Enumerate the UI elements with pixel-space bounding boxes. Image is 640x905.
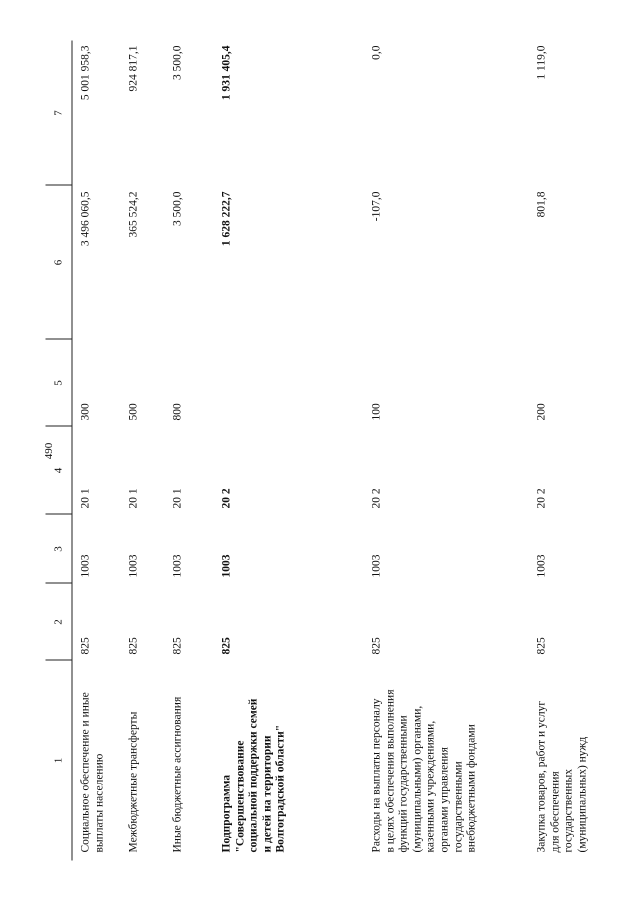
cell-c5: 300 <box>79 402 91 420</box>
row-name-line: выплаты населению <box>92 753 105 852</box>
column-header-5: 5 <box>52 379 64 386</box>
cell-c3: 1003 <box>220 554 232 577</box>
row-name-line: органами управления <box>437 746 450 852</box>
column-header-4: 4 <box>52 467 64 473</box>
page-number: 490 <box>43 442 55 460</box>
column-header-2: 2 <box>52 618 64 625</box>
row-name-line: Иные бюджетные ассигнования <box>171 696 183 852</box>
cell-c6: 3 496 060,5 <box>79 191 91 246</box>
row-name-line: для обеспечения <box>548 770 561 852</box>
cell-c4: 20 1 <box>127 487 139 508</box>
cell-c7: 1 119,0 <box>535 45 547 80</box>
row-name-line: казенными учреждениями, <box>424 720 437 852</box>
cell-c2: 825 <box>171 636 183 654</box>
column-header-3: 3 <box>52 545 64 552</box>
budget-table <box>45 40 590 860</box>
cell-c4: 20 1 <box>171 487 183 508</box>
cell-c3: 1003 <box>535 554 547 577</box>
row-name-line: и детей на территории <box>260 735 273 852</box>
cell-c2: 825 <box>370 636 382 654</box>
cell-c3: 1003 <box>171 554 183 577</box>
row-name-line: в целях обеспечения выполнения <box>383 689 396 852</box>
row-name-line: Подпрограмма <box>220 774 232 852</box>
row-name <box>79 692 106 852</box>
row-name-line: Закупка товаров, работ и услуг <box>535 700 547 852</box>
cell-c7: 0,0 <box>370 45 382 60</box>
row-name-line: Волгоградской области" <box>274 724 287 852</box>
row-name <box>127 711 141 852</box>
cell-c3: 1003 <box>79 554 91 577</box>
cell-c4: 20 2 <box>535 487 547 508</box>
row-name-line: Социальное обеспечение и иные <box>79 691 91 852</box>
row-name-line: "Совершенствование <box>233 740 246 852</box>
column-header-7: 7 <box>52 109 64 116</box>
row-name-line: (муниципальных) нужд <box>575 736 588 852</box>
cell-c6: -107,0 <box>370 191 382 221</box>
cell-c6: 365 524,2 <box>127 191 139 237</box>
cell-c7: 924 817,1 <box>127 45 139 91</box>
row-name-line: социальной поддержки семей <box>247 698 260 852</box>
row-name-line: государственных <box>562 768 575 852</box>
row-name <box>171 696 185 852</box>
cell-c4: 20 2 <box>370 487 382 508</box>
cell-c6: 801,8 <box>535 191 547 217</box>
row-name-line: Расходы на выплаты персоналу <box>370 698 382 852</box>
cell-c5: 100 <box>370 402 382 420</box>
cell-c2: 825 <box>79 636 91 654</box>
cell-c7: 1 931 405,4 <box>220 45 232 100</box>
cell-c2: 825 <box>535 636 547 654</box>
row-name-line: (муниципальными) органами, <box>410 705 423 852</box>
cell-c6: 1 628 222,7 <box>220 191 232 246</box>
cell-c7: 3 500,0 <box>171 45 183 80</box>
row-name-line: функций государственными <box>397 714 410 852</box>
column-header-6: 6 <box>52 259 64 265</box>
cell-c2: 825 <box>220 636 232 654</box>
cell-c5: 200 <box>535 402 547 420</box>
row-name-line: внебюджетными фондами <box>465 723 478 852</box>
column-header-1: 1 <box>52 757 64 763</box>
cell-c3: 1003 <box>127 554 139 577</box>
row-name <box>370 689 479 852</box>
row-name <box>535 700 589 852</box>
cell-c4: 20 1 <box>79 487 91 508</box>
cell-c4: 20 2 <box>220 487 232 508</box>
cell-c6: 3 500,0 <box>171 191 183 226</box>
cell-c5: 800 <box>171 402 183 420</box>
budget-table-area <box>45 40 590 860</box>
cell-c2: 825 <box>127 636 139 654</box>
row-name-line: государственными <box>451 760 464 852</box>
row-name <box>220 698 288 852</box>
cell-c5: 500 <box>127 402 139 420</box>
cell-c3: 1003 <box>370 554 382 577</box>
cell-c7: 5 001 958,3 <box>79 45 91 100</box>
row-name-line: Межбюджетные трансферты <box>127 711 139 852</box>
